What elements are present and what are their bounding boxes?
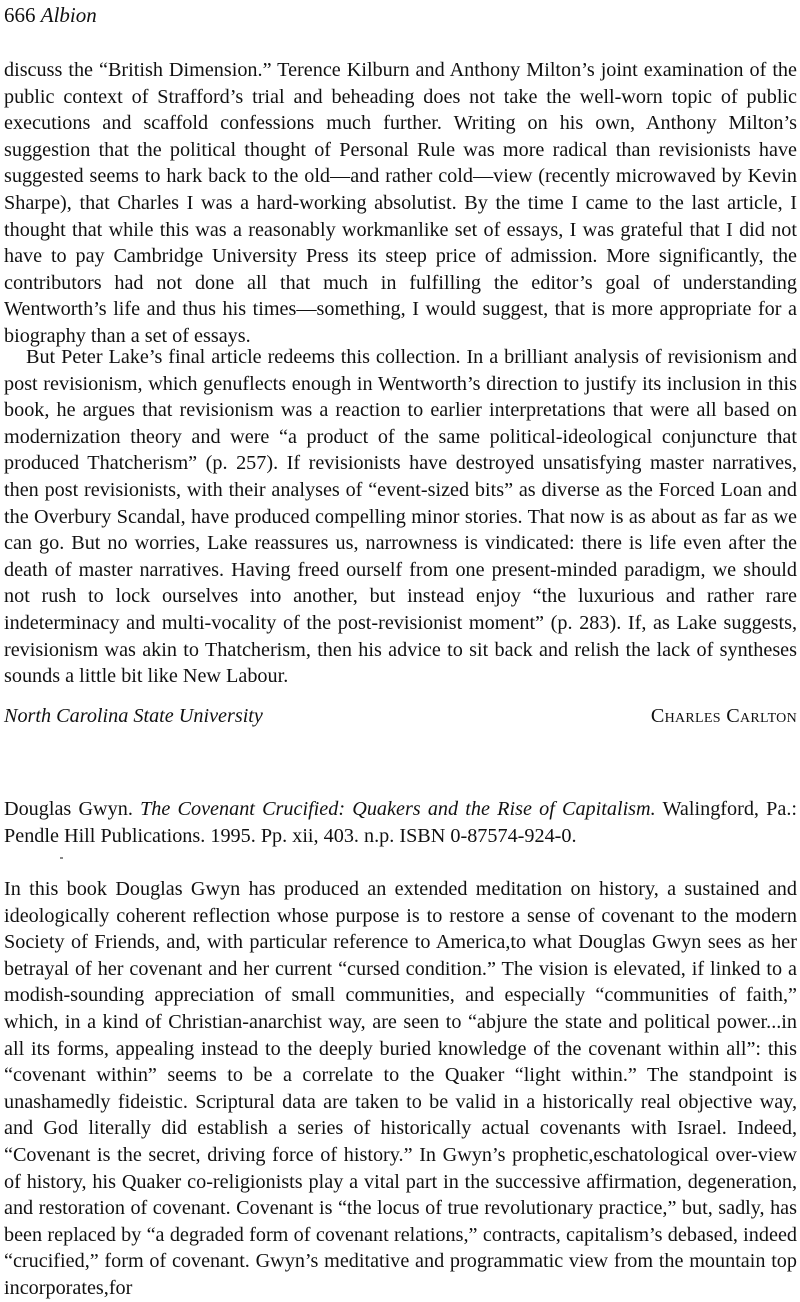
citation-details: Walingford, Pa.: Pendle Hill Publications. 1995. Pp. xii, 403. n.p. ISBN 0-87574-924-0. [4, 798, 797, 847]
page-number: 666 [4, 3, 36, 27]
review2-citation [4, 796, 797, 849]
citation-author: Douglas Gwyn. [4, 798, 133, 820]
review2-paragraph1: In this book Douglas Gwyn has produced an extended meditation on history, a sustained and ideologically coherent reflection whose purpose is to restore a sense of covenant to the modern Society of Friends, and, with particular reference to America,to what Douglas Gwyn sees as her betrayal of her covenant and her current “cursed condition.” The vision is elevated, if linked to a modish-sounding appreciation of small communities, and especially “communities of faith,” which, in a kind of Christian-anarchist way, are seen to “abjure the state and political power...in all its forms, appealing instead to the deeply buried knowledge of the covenant within all”: this “covenant within” seems to be a correlate to the Quaker “light within.” The standpoint is unashamedly fideistic. Scriptural data are taken to be valid in a historically real objective way, and God literally did establish a series of historically actual covenants with Israel. Indeed, “Covenant is the secret, driving force of history.” In Gwyn’s prophetic,eschatological over-view of history, his Quaker co-religionists play a vital part in the successive affirmation, degeneration, and restoration of covenant. Covenant is “the locus of true revolutionary practice,” but, sadly, has been replaced by “a degraded form of covenant relations,” contracts, capitalism’s debased, indeed “crucified,” form of covenant. Gwyn’s meditative and programmatic view from the mountain top incorporates,for [4, 878, 797, 1299]
review1-paragraph1: discuss the “British Dimension.” Terence Kilburn and Anthony Milton’s joint examination of the public context of Strafford’s trial and beheading does not take the well-worn topic of public executions and scaffold confessions much further. Writing on his own, Anthony Milton’s suggestion that the political thought of Personal Rule was more radical than revisionists have suggested seems to hark back to the old—and rather cold—view (recently microwaved by Kevin Sharpe), that Charles I was a hard-working absolutist. By the time I came to the last article, I thought that while this was a reasonably workmanlike set of essays, I was grateful that I did not have to pay Cambridge University Press its steep price of admission. More significantly, the contributors had not done all that much in fulfilling the editor’s goal of understanding Wentworth’s life and thus his times—something, I would suggest, that is more appropriate for a biography than a set of essays. [4, 59, 797, 347]
citation-book-title: The Covenant Crucified: Quakers and the Rise of Capitalism. [140, 798, 656, 820]
review1-signature [4, 703, 797, 730]
journal-title: Albion [40, 3, 97, 27]
reviewer-name: Charles Carlton [650, 705, 797, 727]
review1-paragraph1-block [4, 57, 797, 350]
reviewer-institution: North Carolina State University [4, 705, 263, 727]
review1-paragraph2: But Peter Lake’s final article redeems this collection. In a brilliant analysis of revisionism and post revisionism, which genuflects enough in Wentworth’s direction to justify its inclusion in this book, he argues that revisionism was a reaction to earlier interpretations that were all based on modernization theory and were “a product of the same political-ideological conjuncture that produced Thatcherism” (p. 257). If revisionists have destroyed unsatisfying master narratives, then post revisionists, with their analyses of “event-sized bits” as diverse as the Forced Loan and the Overbury Scandal, have produced compelling minor stories. That now is as about as far as we can go. But no worries, Lake reassures us, narrowness is vindicated: there is life even after the death of master narratives. Having freed ourself from one present-minded paradigm, we should not rush to lock ourselves into another, but instead enjoy “the luxurious and rather rare indeterminacy and multi-vocality of the post-revisionist moment” (p. 283). If, as Lake suggests, revisionism was akin to Thatcherism, then his advice to sit back and relish the lack of syntheses sounds a little bit like New Labour. [4, 346, 797, 688]
running-head [4, 0, 97, 30]
citation-line [4, 796, 797, 849]
review1-paragraph2-block [4, 344, 797, 690]
review2-paragraph1-block [4, 876, 797, 1302]
print-speck [60, 857, 63, 859]
